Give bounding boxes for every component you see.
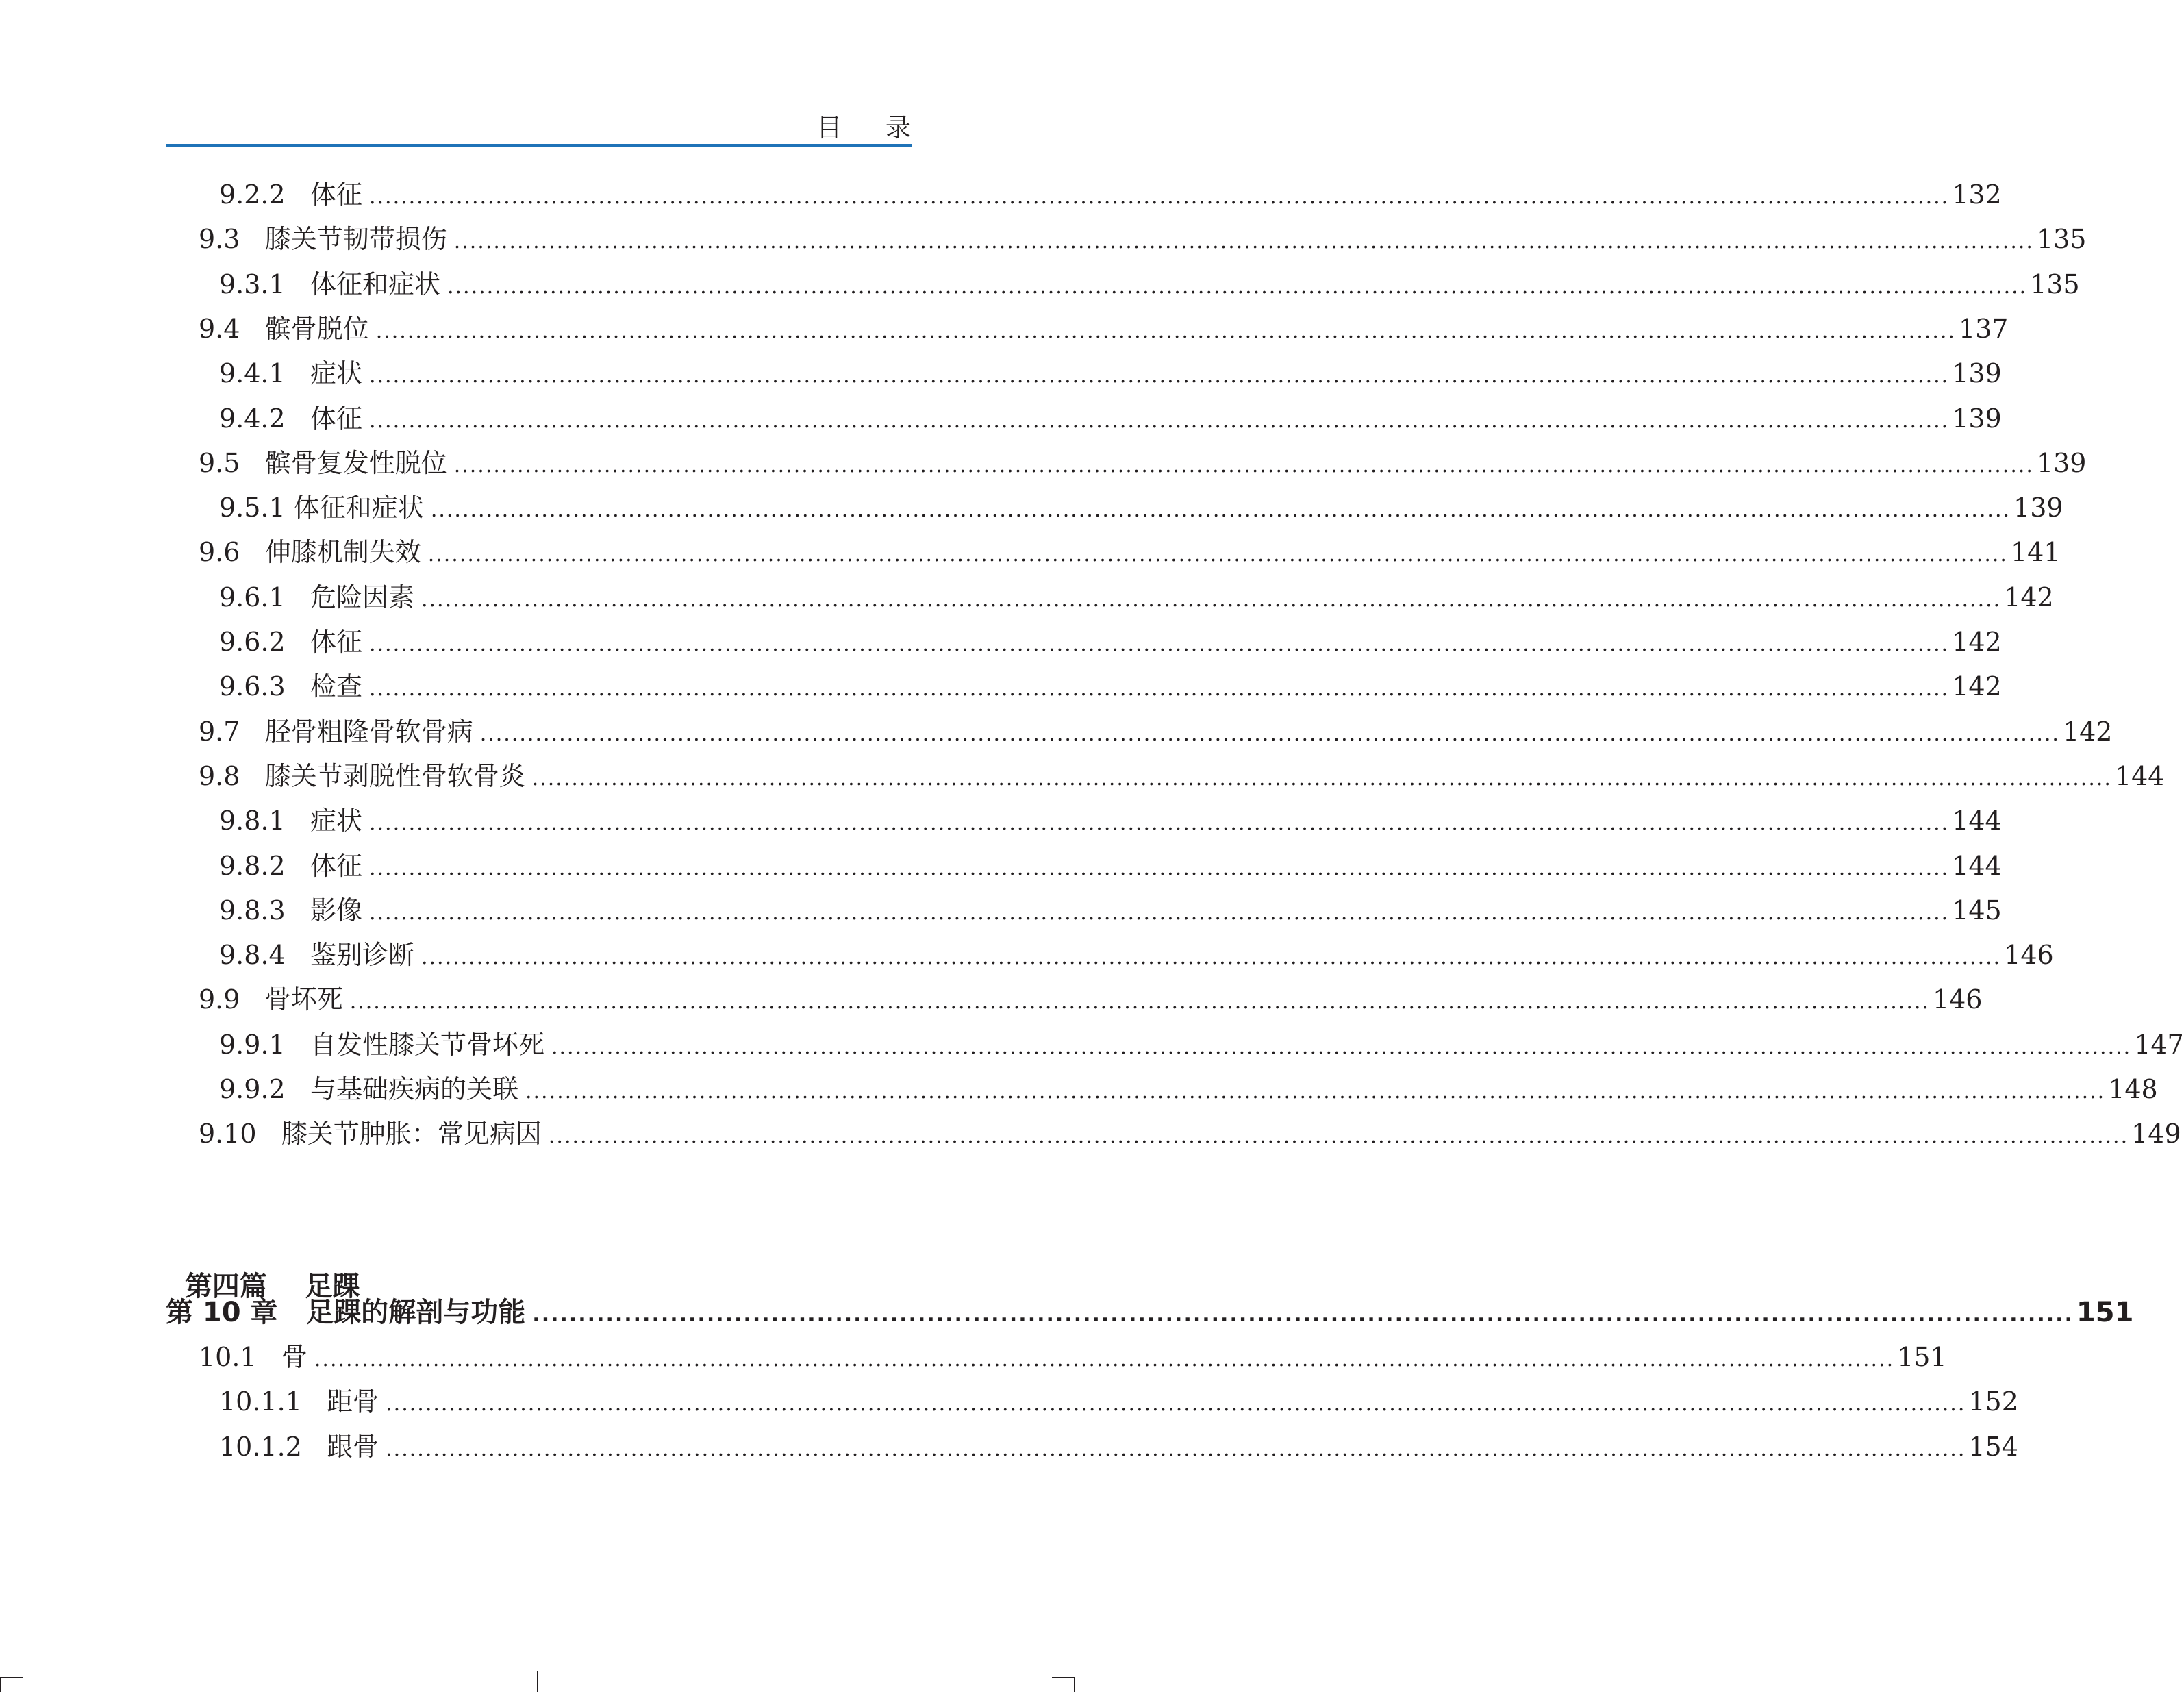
entry-page: 132 — [1952, 179, 2002, 210]
entry-number: 9.9 — [199, 984, 240, 1015]
chapter-page: 151 — [2076, 1297, 2134, 1328]
entry-page: 146 — [1932, 984, 1983, 1015]
entry-page: 154 — [1968, 1431, 2018, 1462]
leader-dots: ........................................................................................................................................................................................................ — [386, 1436, 1966, 1461]
toc-entry[interactable] — [0, 670, 2002, 703]
entry-page: 149 — [2131, 1119, 2181, 1149]
entry-page: 141 — [2010, 537, 2061, 568]
leader-dots: ........................................................................................................................................................................................................ — [427, 543, 2008, 567]
entry-number: 9.8.1 — [219, 806, 286, 836]
leader-dots: ........................................................................................................................................................................................................ — [447, 274, 2028, 299]
entry-number: 9.3 — [199, 224, 240, 255]
header-title: 目 录 — [816, 113, 929, 142]
leader-dots: ........................................................................................................................................................................................................ — [548, 1124, 2129, 1149]
entry-page: 142 — [2062, 716, 2113, 747]
entry-number: 9.6.1 — [219, 582, 286, 612]
toc-entry[interactable] — [0, 849, 2002, 882]
entry-page: 142 — [1952, 671, 2002, 702]
toc-entry[interactable] — [0, 402, 2002, 435]
leader-dots: ........................................................................................................................................................................................................ — [314, 1347, 1895, 1371]
toc-entry[interactable] — [0, 1341, 1947, 1373]
entry-page: 146 — [2004, 940, 2054, 971]
entry-number: 9.4.2 — [219, 403, 286, 434]
leader-dots: ........................................................................................................................................................................................................ — [453, 453, 2034, 477]
entry-title: 体征 — [310, 179, 362, 210]
entry-page: 142 — [1952, 627, 2002, 657]
entry-page: 137 — [1958, 313, 2009, 344]
toc-entry[interactable] — [0, 581, 2054, 614]
leader-dots: ........................................................................................................................................................................................................ — [525, 1080, 2106, 1104]
entry-page: 139 — [2013, 493, 2063, 523]
entry-number: 9.8.4 — [219, 940, 286, 971]
entry-title: 膝关节韧带损伤 — [264, 224, 447, 255]
entry-page: 139 — [1952, 358, 2002, 389]
entry-title: 与基础疾病的关联 — [310, 1074, 518, 1104]
leader-dots: ........................................................................................................................................................................................................ — [531, 766, 2112, 791]
entry-number: 9.3.1 — [219, 269, 286, 299]
entry-title: 体征 — [310, 403, 362, 434]
entry-page: 135 — [2030, 269, 2080, 299]
entry-number: 9.9.2 — [219, 1074, 286, 1104]
toc-entry[interactable] — [0, 1430, 2018, 1463]
entry-number: 9.7 — [199, 716, 240, 747]
leader-dots: ........................................................................................................................................................................................................ — [551, 1034, 2132, 1059]
entry-title: 体征和症状 — [293, 493, 424, 523]
entry-number: 10.1 — [199, 1342, 257, 1372]
toc-entry[interactable] — [0, 223, 2087, 256]
entry-page: 151 — [1897, 1342, 1947, 1372]
entry-page: 142 — [2004, 582, 2054, 612]
toc-entry[interactable] — [0, 804, 2002, 837]
entry-title: 髌骨复发性脱位 — [264, 447, 447, 478]
entry-title: 胫骨粗隆骨软骨病 — [264, 716, 473, 747]
entry-page: 145 — [1952, 895, 2002, 925]
leader-dots: ........................................................................................................................................................................................................ — [375, 319, 1956, 343]
toc-entry[interactable] — [0, 357, 2002, 390]
entry-page: 152 — [1968, 1386, 2018, 1417]
entry-number: 10.1.1 — [219, 1386, 302, 1417]
toc-entry[interactable] — [0, 178, 2002, 211]
entry-page: 148 — [2108, 1074, 2158, 1104]
entry-title: 检查 — [310, 671, 362, 702]
entry-title: 鉴别诊断 — [310, 940, 414, 971]
entry-title: 体征 — [310, 850, 362, 881]
entry-title: 危险因素 — [310, 582, 414, 612]
entry-title: 骨 — [281, 1342, 307, 1372]
leader-dots: ........................................................................................................................................................................................................ — [430, 498, 2011, 523]
toc-entry[interactable] — [0, 760, 2165, 793]
toc-entry[interactable] — [0, 1117, 2181, 1150]
leader-dots: ........................................................................................................................................................................................................ — [349, 990, 1930, 1015]
toc-entry[interactable] — [0, 1028, 2184, 1061]
part-title: 足踝 — [305, 1271, 360, 1302]
entry-title: 体征 — [310, 627, 362, 657]
entry-number: 9.6 — [199, 537, 240, 568]
entry-title: 症状 — [310, 806, 362, 836]
leader-dots: ........................................................................................................................................................................................................ — [368, 632, 1950, 656]
toc-entry[interactable] — [0, 1385, 2018, 1418]
crop-mark — [0, 1677, 23, 1678]
header-rule — [166, 144, 912, 147]
entry-number: 10.1.2 — [219, 1431, 302, 1462]
entry-number: 9.10 — [199, 1119, 257, 1149]
entry-number: 9.6.2 — [219, 627, 286, 657]
toc-entry[interactable] — [0, 1073, 2158, 1106]
part-heading — [166, 1233, 360, 1304]
leader-dots: ........................................................................................................................................................................................................ — [368, 185, 1950, 209]
leader-dots: ........................................................................................................................................................................................................ — [421, 587, 2002, 612]
entry-number: 9.4 — [199, 313, 240, 344]
toc-entry[interactable] — [0, 491, 2063, 524]
toc-entry[interactable] — [0, 938, 2054, 971]
entry-title: 症状 — [310, 358, 362, 389]
entry-number: 9.2.2 — [219, 179, 286, 210]
entry-title: 自发性膝关节骨坏死 — [310, 1029, 544, 1060]
leader-dots: ........................................................................................................................................................................................................ — [368, 856, 1950, 880]
entry-number: 9.8 — [199, 760, 240, 791]
toc-entry[interactable] — [0, 894, 2002, 927]
entry-number: 9.8.3 — [219, 895, 286, 925]
toc-entry[interactable] — [0, 536, 2061, 569]
entry-title: 影像 — [310, 895, 362, 925]
crop-mark — [0, 1677, 1, 1692]
toc-entry[interactable] — [0, 625, 2002, 658]
entry-page: 147 — [2134, 1029, 2184, 1060]
crop-mark — [1074, 1677, 1075, 1692]
leader-dots: ........................................................................................................................................................................................................ — [479, 721, 2060, 746]
entry-page: 144 — [1952, 850, 2002, 881]
entry-page: 144 — [2114, 760, 2165, 791]
entry-number: 9.5.1 — [219, 493, 286, 523]
crop-mark — [1052, 1677, 1075, 1678]
chapter-title: 足踝的解剖与功能 — [306, 1297, 526, 1328]
toc-entry[interactable] — [0, 983, 1983, 1016]
leader-dots: ........................................................................................................................................................................ — [532, 1303, 2074, 1327]
entry-title: 髌骨脱位 — [264, 313, 369, 344]
entry-page: 135 — [2036, 224, 2087, 255]
entry-title: 跟骨 — [327, 1431, 379, 1462]
leader-dots: ........................................................................................................................................................................................................ — [386, 1392, 1966, 1417]
leader-dots: ........................................................................................................................................................................................................ — [368, 900, 1950, 925]
leader-dots: ........................................................................................................................................................................................................ — [368, 364, 1950, 388]
entry-page: 144 — [1952, 806, 2002, 836]
entry-number: 9.9.1 — [219, 1029, 286, 1060]
entry-page: 139 — [1952, 403, 2002, 434]
crop-mark — [537, 1671, 538, 1692]
leader-dots: ........................................................................................................................................................................................................ — [368, 811, 1950, 836]
entry-title: 膝关节剥脱性骨软骨炎 — [264, 760, 525, 791]
entry-number: 9.4.1 — [219, 358, 286, 389]
entry-title: 体征和症状 — [310, 269, 440, 299]
entry-title: 骨坏死 — [264, 984, 343, 1015]
entry-number: 9.6.3 — [219, 671, 286, 702]
toc-entry[interactable] — [0, 715, 2113, 748]
leader-dots: ........................................................................................................................................................................................................ — [368, 408, 1950, 433]
entry-title: 距骨 — [327, 1386, 379, 1417]
entry-page: 139 — [2036, 447, 2087, 478]
entry-title: 伸膝机制失效 — [264, 537, 421, 568]
entry-number: 9.8.2 — [219, 850, 286, 881]
leader-dots: ........................................................................................................................................................................................................ — [453, 229, 2034, 254]
toc-entry[interactable] — [0, 268, 2080, 301]
toc-entry[interactable] — [0, 312, 2009, 345]
part-label: 第四篇 — [184, 1271, 267, 1302]
entry-number: 9.5 — [199, 447, 240, 478]
chapter-entry[interactable] — [0, 1296, 2134, 1329]
leader-dots: ........................................................................................................................................................................................................ — [368, 677, 1950, 701]
leader-dots: ........................................................................................................................................................................................................ — [421, 945, 2002, 970]
chapter-number: 第 10 章 — [166, 1297, 278, 1328]
toc-entry[interactable] — [0, 447, 2087, 480]
entry-title: 膝关节肿胀：常见病因 — [281, 1119, 542, 1149]
